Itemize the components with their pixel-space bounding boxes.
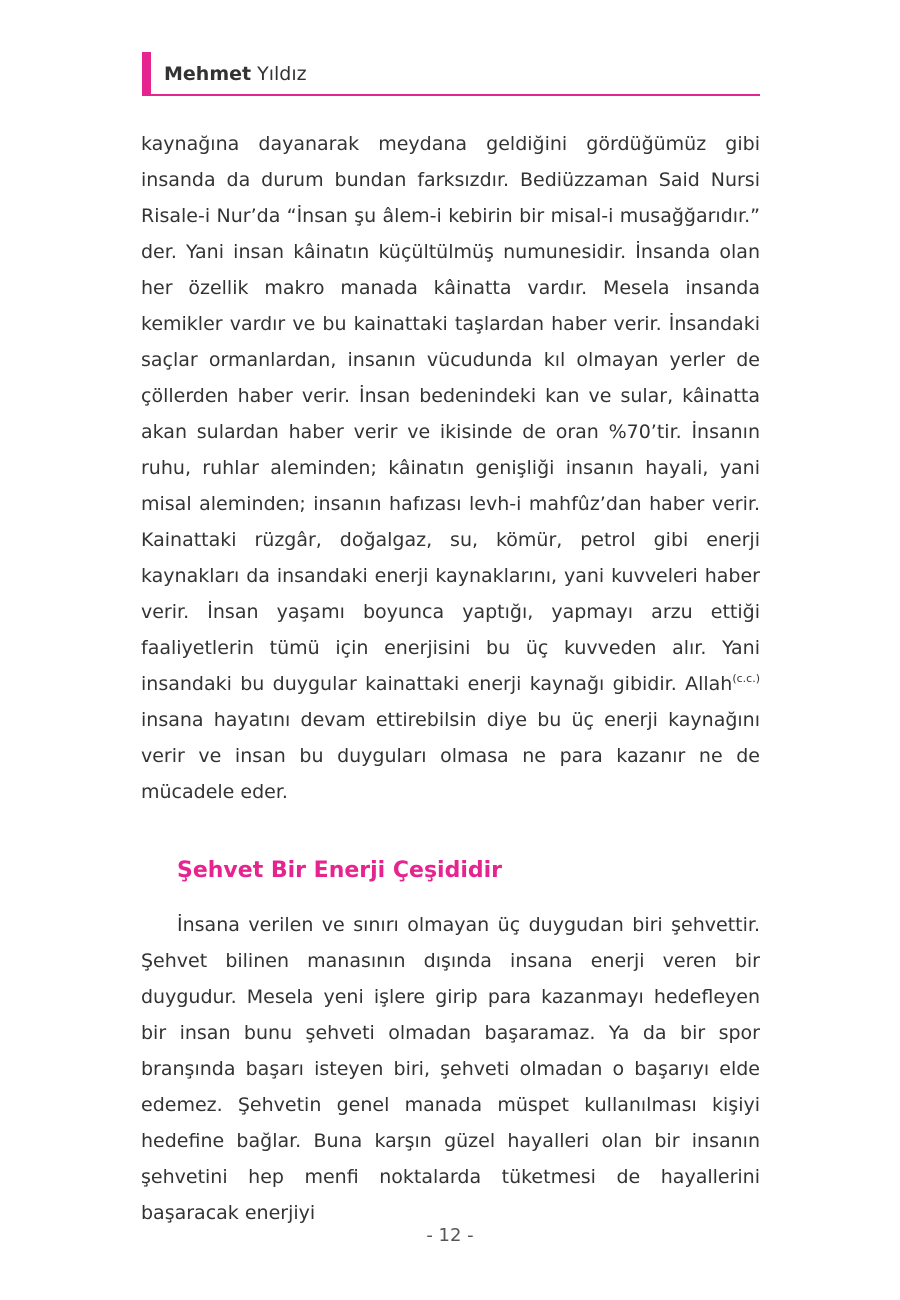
page-body [141, 126, 760, 1231]
paragraph-1-ending: insana hayatını devam ettirebilsin diye bu üç enerji kaynağını verir ve insan bu duyguları olmasa ne para kazanır ne de mücadele eder. [141, 709, 760, 803]
honorific-superscript: (c.c.) [732, 672, 760, 685]
page-number: - 12 - [426, 1225, 474, 1246]
body-paragraph-2: İnsana verilen ve sınırı olmayan üç duygudan biri şehvettir. Şehvet bilinen manasının dışında insana enerji veren bir duygudur. Mesela yeni işlere girip para kazanmayı hedefleyen bir insan bunu şehveti olmadan başaramaz. Ya da bir spor branşında başarı isteyen biri, şehveti olmadan o başarıyı elde edemez. Şehvetin genel manada müspet kullanılması kişiyi hedefine bağlar. Buna karşın güzel hayalleri olan bir insanın şehvetini hep menfi noktalarda tüketmesi de hayallerini başaracak enerjiyi [141, 914, 760, 1224]
author-last-name: Yıldız [257, 63, 307, 85]
author-name [164, 62, 307, 86]
running-header [142, 52, 760, 96]
body-paragraph-1 [141, 126, 760, 810]
header-accent-bar [142, 52, 151, 94]
paragraph-1-text: kaynağına dayanarak meydana geldiğini gördüğümüz gibi insanda da durum bundan farksızdır. Bediüzzaman Said Nursi Risale-i Nur’da “İnsan şu âlem-i kebirin bir misal-i musağğarıdır.” der. Yani insan kâinatın küçültülmüş numunesidir. İnsanda olan her özellik makro manada kâinatta vardır. Mesela insanda kemikler vardır ve bu kainattaki taşlardan haber verir. İnsandaki saçlar ormanlardan, insanın vücudunda kıl olmayan yerler de çöllerden haber verir. İnsan bedenindeki kan ve sular, kâinatta akan sulardan haber verir ve ikisinde de oran %70’tir. İnsanın ruhu, ruhlar aleminden; kâinatın genişliği insanın hayali, yani misal aleminden; insanın hafızası levh-i mahfûz’dan haber verir. Kainattaki rüzgâr, doğalgaz, su, kömür, petrol gibi enerji kaynakları da insandaki enerji kaynaklarını, yani kuvveleri haber verir. İnsan yaşamı boyunca yaptığı, yapmayı arzu ettiği faaliyetlerin tümü için enerjisini bu üç kuvveden alır. Yani insandaki bu duygular kainattaki enerji kaynağı gibidir. Allah [141, 133, 760, 695]
section-heading: Şehvet Bir Enerji Çeşididir [177, 858, 503, 883]
author-first-name: Mehmet [164, 63, 252, 85]
